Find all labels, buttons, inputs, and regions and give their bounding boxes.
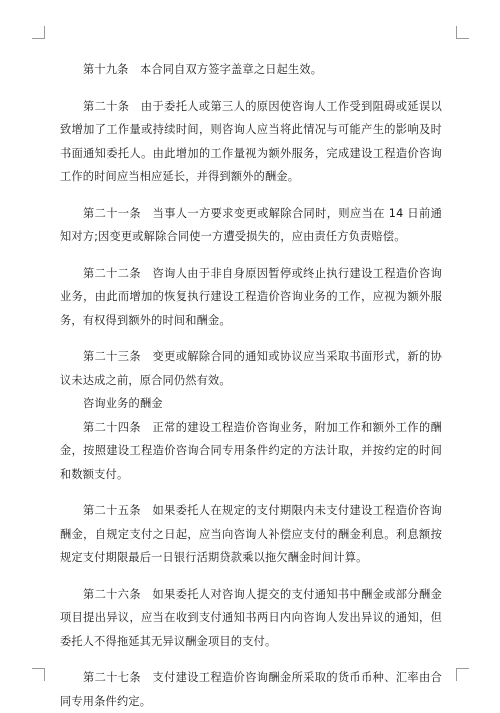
clause-24: 第二十四条 正常的建设工程造价咨询业务，附加工作和额外工作的酬金，按照建设工程造价咨询合同专用条件约定的方法计取，并按约定的时间和数额支付。 — [60, 420, 442, 481]
clause-25: 第二十五条 如果委托人在规定的支付期限内未支付建设工程造价咨询酬金，自规定支付之日起，应当向咨询人补偿应支付的酬金利息。利息额按规定支付期限最后一日银行活期贷款乘以拖欠酬金时间计算。 — [60, 504, 442, 564]
document-body — [60, 58, 442, 713]
crop-mark-top-left — [32, 26, 45, 39]
clause-23: 第二十三条 变更或解除合同的通知或协议应当采取书面形式，新的协议未达成之前，原合同仍然有效。 — [60, 350, 442, 387]
section-heading-fees: 咨询业务的酬金 — [83, 397, 163, 410]
clause-27: 第二十七条 支付建设工程造价咨询酬金所采取的货币币种、汇率由合同专用条件约定。 — [60, 671, 442, 708]
clause-21: 第二十一条 当事人一方要求变更或解除合同时，则应当在 14 日前通知对方;因变更或解除合同使一方遭受损失的，应由责任方负责赔偿。 — [60, 206, 442, 243]
crop-mark-bottom-right — [456, 668, 469, 681]
clause-20: 第二十条 由于委托人或第三人的原因使咨询人工作受到阻碍或延误以致增加了工作量或持续时间，则咨询人应当将此情况与可能产生的影响及时书面通知委托人。由此增加的工作量视为额外服务，完成建设工程造价咨询工作的时间应当相应延长，并得到额外的酬金。 — [60, 99, 442, 183]
clause-22: 第二十二条 咨询人由于非自身原因暂停或终止执行建设工程造价咨询业务，由此而增加的恢复执行建设工程造价咨询业务的工作，应视为额外服务，有权得到额外的时间和酬金。 — [60, 266, 442, 327]
clause-26: 第二十六条 如果委托人对咨询人提交的支付通知书中酬金或部分酬金项目提出异议，应当在收到支付通知书两日内向咨询人发出异议的通知，但委托人不得拖延其无异议酬金项目的支付。 — [60, 587, 442, 648]
crop-mark-bottom-left — [32, 668, 45, 681]
crop-mark-top-right — [456, 26, 469, 39]
clause-19: 第十九条 本合同自双方签字盖章之日起生效。 — [83, 63, 323, 76]
